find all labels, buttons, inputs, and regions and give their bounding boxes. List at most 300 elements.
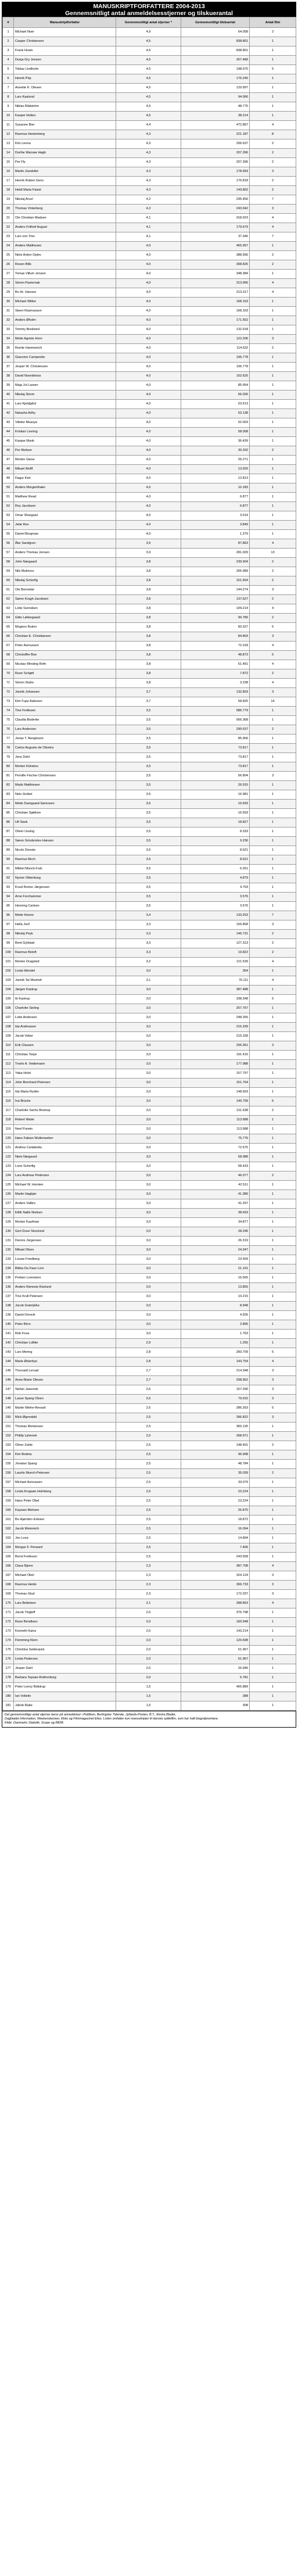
cell-rank: 61 — [3, 586, 14, 595]
cell-avg-audience: 12.813 — [181, 474, 250, 483]
cell-writer: Kristian Levring — [14, 428, 116, 437]
cell-writer: Marie Østerbye — [14, 1357, 116, 1367]
cell-rank: 20 — [3, 205, 14, 214]
table-row — [3, 735, 296, 744]
cell-rank: 39 — [3, 381, 14, 390]
cell-rank: 66 — [3, 632, 14, 642]
cell-writer: Lars Andreas Pedersen — [14, 1171, 116, 1181]
cell-avg-audience: 10.183 — [181, 483, 250, 493]
cell-rank: 158 — [3, 1488, 14, 1497]
cell-avg-stars: 4,3 — [116, 177, 181, 186]
cell-avg-stars: 4,0 — [116, 390, 181, 400]
cell-avg-stars: 3,8 — [116, 623, 181, 632]
cell-avg-stars: 1,5 — [116, 1701, 181, 1711]
cell-writer: John Nørgaard — [14, 558, 116, 567]
cell-film-count: 1 — [250, 102, 296, 112]
cell-avg-audience: 313.966 — [181, 279, 250, 288]
cell-writer: Kim Leona — [14, 139, 116, 149]
cell-rank: 49 — [3, 474, 14, 483]
cell-writer: Bibba Da Faun Levi — [14, 1264, 116, 1274]
cell-film-count: 1 — [250, 409, 296, 418]
cell-avg-stars: 3,5 — [116, 707, 181, 716]
cell-avg-stars: 3,8 — [116, 576, 181, 586]
table-row — [3, 456, 296, 465]
cell-rank: 54 — [3, 521, 14, 530]
cell-writer: Peter Lenny Bidstrup — [14, 1683, 116, 1692]
table-row — [3, 465, 296, 474]
cell-avg-stars: 2,5 — [116, 1506, 181, 1515]
cell-film-count: 1 — [250, 325, 296, 335]
cell-avg-audience: 6.877 — [181, 502, 250, 511]
cell-avg-stars: 2,7 — [116, 1367, 181, 1376]
cell-film-count: 1 — [250, 735, 296, 744]
table-row — [3, 251, 296, 260]
cell-film-count: 1 — [250, 1618, 296, 1627]
cell-avg-audience: 295.456 — [181, 195, 250, 205]
cell-writer: Jannik Johansen — [14, 688, 116, 697]
cell-film-count: 1 — [250, 1553, 296, 1562]
cell-writer: Rumle Hammerich — [14, 344, 116, 353]
cell-avg-stars: 3,0 — [116, 1171, 181, 1181]
cell-avg-stars: 2,0 — [116, 1674, 181, 1683]
cell-film-count: 1 — [250, 1543, 296, 1553]
cell-rank: 144 — [3, 1357, 14, 1367]
table-row — [3, 1450, 296, 1460]
cell-film-count: 4 — [250, 539, 296, 549]
cell-rank: 157 — [3, 1478, 14, 1488]
cell-avg-audience: 387.708 — [181, 1562, 250, 1571]
table-row — [3, 586, 296, 595]
table-row — [3, 1311, 296, 1320]
table-row — [3, 772, 296, 781]
cell-film-count: 1 — [250, 1497, 296, 1506]
cell-writer: Linda Wendel — [14, 967, 116, 976]
cell-avg-audience: 207.396 — [181, 149, 250, 158]
cell-avg-stars: 4,0 — [116, 325, 181, 335]
cell-rank: 113 — [3, 1069, 14, 1079]
cell-writer: Morten Kirkskov — [14, 762, 116, 772]
cell-film-count: 2 — [250, 725, 296, 735]
cell-avg-audience: 3.849 — [181, 521, 250, 530]
cell-film-count: 1 — [250, 1627, 296, 1636]
cell-avg-stars: 4,0 — [116, 251, 181, 260]
cell-avg-stars: 3,4 — [116, 911, 181, 920]
cell-rank: 47 — [3, 456, 14, 465]
cell-avg-stars: 4,0 — [116, 409, 181, 418]
cell-writer: Henning Carlsen — [14, 902, 116, 911]
cell-writer: Lars Kjeldgård — [14, 400, 116, 409]
cell-film-count: 1 — [250, 1134, 296, 1144]
table-row — [3, 846, 296, 855]
table-row — [3, 121, 296, 130]
cell-writer: Ian Voltelin — [14, 1692, 116, 1701]
cell-avg-stars: 3,5 — [116, 716, 181, 725]
cell-rank: 3 — [3, 46, 14, 56]
cell-avg-stars: 2,5 — [116, 1525, 181, 1534]
cell-writer: Mikael Wulff — [14, 465, 116, 474]
cell-avg-audience: 16.593 — [181, 809, 250, 818]
cell-rank: 95 — [3, 902, 14, 911]
table-row — [3, 688, 296, 697]
table-row — [3, 1237, 296, 1246]
cell-writer: Mette Heeno — [14, 911, 116, 920]
cell-avg-audience: 52.003 — [181, 418, 250, 428]
cell-writer: Michael Noer — [14, 28, 116, 37]
cell-avg-audience: 90.780 — [181, 614, 250, 623]
cell-film-count: 4 — [250, 976, 296, 986]
cell-film-count: 1 — [250, 800, 296, 809]
cell-film-count: 2 — [250, 939, 296, 948]
cell-rank: 32 — [3, 316, 14, 325]
cell-avg-audience: 30.332 — [181, 446, 250, 456]
table-row — [3, 177, 296, 186]
cell-rank: 64 — [3, 614, 14, 623]
cell-film-count: 2 — [250, 930, 296, 939]
cell-avg-audience: 106.778 — [181, 363, 250, 372]
cell-avg-stars: 3,0 — [116, 1209, 181, 1218]
table-row — [3, 986, 296, 995]
cell-avg-audience: 53.513 — [181, 400, 250, 409]
cell-writer: Søren Kragh-Jacobsen — [14, 595, 116, 604]
cell-rank: 56 — [3, 539, 14, 549]
cell-avg-stars: 2,5 — [116, 1469, 181, 1478]
cell-avg-audience: 206.637 — [181, 139, 250, 149]
cell-writer: Robert Wade — [14, 1116, 116, 1125]
cell-film-count: 1 — [250, 270, 296, 279]
table-row — [3, 1181, 296, 1190]
cell-avg-audience: 4.879 — [181, 874, 250, 883]
cell-rank: 170 — [3, 1599, 14, 1608]
cell-avg-stars: 1,5 — [116, 1683, 181, 1692]
cell-avg-audience: 143.754 — [181, 1357, 250, 1367]
cell-film-count: 1 — [250, 1515, 296, 1525]
cell-writer: Rune Schjøtt — [14, 669, 116, 679]
cell-writer: Phillip Lyhenek — [14, 1432, 116, 1441]
cell-film-count: 2 — [250, 186, 296, 195]
cell-avg-audience: 1.379 — [181, 530, 250, 539]
cell-film-count: 3 — [250, 1041, 296, 1051]
cell-avg-stars: 3,0 — [116, 1320, 181, 1330]
cell-film-count: 1 — [250, 1013, 296, 1023]
cell-avg-stars: 3,7 — [116, 697, 181, 707]
cell-avg-audience: 127.313 — [181, 939, 250, 948]
cell-avg-stars: 4,0 — [116, 372, 181, 381]
cell-rank: 58 — [3, 558, 14, 567]
cell-film-count: 3 — [250, 1590, 296, 1599]
cell-avg-stars: 4,0 — [116, 483, 181, 493]
cell-writer: Daniel Borgman — [14, 530, 116, 539]
cell-rank: 155 — [3, 1460, 14, 1469]
table-row — [3, 288, 296, 298]
cell-film-count: 1 — [250, 902, 296, 911]
cell-writer: Bent Gyllstad — [14, 939, 116, 948]
cell-rank: 13 — [3, 139, 14, 149]
cell-avg-audience: 53.138 — [181, 409, 250, 418]
cell-avg-stars: 2,0 — [116, 1608, 181, 1618]
cell-rank: 53 — [3, 511, 14, 521]
cell-avg-stars: 3,5 — [116, 790, 181, 800]
cell-avg-audience: 207.396 — [181, 158, 250, 167]
cell-avg-stars: 3,0 — [116, 1004, 181, 1013]
cell-avg-stars: 3,0 — [116, 1218, 181, 1227]
cell-avg-stars: 3,0 — [116, 1181, 181, 1190]
cell-rank: 12 — [3, 130, 14, 139]
cell-rank: 112 — [3, 1060, 14, 1069]
cell-film-count: 3 — [250, 167, 296, 177]
cell-writer: Jacob Weinreich — [14, 1525, 116, 1534]
cell-writer: Lars Bettelsen — [14, 1599, 116, 1608]
cell-avg-stars: 3,1 — [116, 976, 181, 986]
table-row — [3, 1292, 296, 1302]
column-header-avg-stars: Gennemsnitligt antal stjerner * — [116, 17, 181, 28]
table-row — [3, 270, 296, 279]
cell-rank: 161 — [3, 1515, 14, 1525]
cell-avg-audience: 16.593 — [181, 800, 250, 809]
cell-writer: Daniel Dencik — [14, 1311, 116, 1320]
cell-film-count: 2 — [250, 614, 296, 623]
cell-avg-stars: 3,8 — [116, 642, 181, 651]
cell-avg-stars: 3,0 — [116, 995, 181, 1004]
cell-rank: 55 — [3, 530, 14, 539]
cell-writer: Simon Pasternak — [14, 279, 116, 288]
cell-film-count: 4 — [250, 1562, 296, 1571]
cell-film-count: 1 — [250, 967, 296, 976]
cell-avg-audience: 132.803 — [181, 688, 250, 697]
cell-film-count: 4 — [250, 958, 296, 967]
table-row — [3, 1302, 296, 1311]
table-row — [3, 1283, 296, 1292]
cell-avg-audience: 360.135 — [181, 1423, 250, 1432]
cell-film-count: 1 — [250, 521, 296, 530]
cell-rank: 69 — [3, 660, 14, 669]
cell-rank: 50 — [3, 483, 14, 493]
cell-film-count: 1 — [250, 530, 296, 539]
cell-avg-stars: 3,9 — [116, 539, 181, 549]
table-row — [3, 1023, 296, 1032]
table-row — [3, 604, 296, 614]
cell-film-count: 1 — [250, 1664, 296, 1674]
cell-writer: Susanne Bier — [14, 121, 116, 130]
table-row — [3, 483, 296, 493]
cell-rank: 84 — [3, 800, 14, 809]
cell-rank: 127 — [3, 1199, 14, 1209]
cell-film-count: 1 — [250, 827, 296, 837]
cell-rank: 119 — [3, 1125, 14, 1134]
cell-avg-audience: 46.077 — [181, 1171, 250, 1181]
cell-avg-audience: 472.897 — [181, 121, 250, 130]
cell-writer: Bo Hr. Hansen — [14, 288, 116, 298]
cell-writer: Troels A. Veidemann — [14, 1060, 116, 1069]
table-row — [3, 883, 296, 893]
cell-avg-audience: 306.733 — [181, 1581, 250, 1590]
cell-avg-stars: 3,8 — [116, 567, 181, 576]
cell-avg-audience: 56.026 — [181, 390, 250, 400]
cell-writer: Kaspar Munk — [14, 437, 116, 446]
cell-avg-audience: 106.778 — [181, 353, 250, 363]
cell-avg-stars: 4,0 — [116, 381, 181, 390]
cell-avg-audience: 48.784 — [181, 1460, 250, 1469]
cell-writer: Anders Valbro — [14, 1199, 116, 1209]
cell-writer: Kenneth Kainz — [14, 1627, 116, 1636]
cell-avg-audience: 102.625 — [181, 372, 250, 381]
cell-avg-audience: 79.915 — [181, 1395, 250, 1404]
cell-avg-audience: 465.889 — [181, 1683, 250, 1692]
cell-avg-audience: 3.576 — [181, 893, 250, 902]
cell-writer: Nels Grübel — [14, 790, 116, 800]
cell-avg-stars: 2,6 — [116, 1395, 181, 1404]
table-row — [3, 167, 296, 177]
cell-avg-audience: 42.511 — [181, 1181, 250, 1190]
cell-film-count: 1 — [250, 1646, 296, 1655]
cell-film-count: 1 — [250, 865, 296, 874]
cell-avg-stars: 3,5 — [116, 809, 181, 818]
cell-writer: Casper Christensen — [14, 37, 116, 46]
cell-avg-stars: 4,2 — [116, 195, 181, 205]
cell-film-count: 5 — [250, 651, 296, 660]
cell-avg-stars: 2,0 — [116, 1646, 181, 1655]
cell-writer: Dagur Kári — [14, 474, 116, 483]
cell-avg-audience: 23.509 — [181, 1255, 250, 1264]
cell-writer: Arne Forchammer — [14, 893, 116, 902]
cell-film-count: 1 — [250, 493, 296, 502]
table-row — [3, 46, 296, 56]
table-row — [3, 37, 296, 46]
cell-rank: 73 — [3, 697, 14, 707]
table-row — [3, 837, 296, 846]
table-row — [3, 762, 296, 772]
cell-film-count: 1 — [250, 1125, 296, 1134]
cell-film-count: 1 — [250, 1079, 296, 1088]
cell-writer: Mette Agnete Horn — [14, 335, 116, 344]
cell-avg-audience: 283.709 — [181, 1348, 250, 1357]
cell-rank: 87 — [3, 827, 14, 837]
cell-rank: 98 — [3, 930, 14, 939]
cell-avg-stars: 3,5 — [116, 893, 181, 902]
cell-film-count: 3 — [250, 1395, 296, 1404]
cell-avg-stars: 2,5 — [116, 1543, 181, 1553]
cell-avg-stars: 4,0 — [116, 493, 181, 502]
report-title-line2: Gennemsnitligt antal anmeldelsesstjerner og tilskuerantal — [65, 10, 233, 17]
cell-writer: Mikael Olsen — [14, 1246, 116, 1255]
cell-rank: 81 — [3, 772, 14, 781]
cell-avg-stars: 4,0 — [116, 344, 181, 353]
cell-film-count: 1 — [250, 855, 296, 865]
cell-writer: Ib Kastrup — [14, 995, 116, 1004]
cell-film-count: 2 — [250, 558, 296, 567]
cell-avg-stars: 2,0 — [116, 1636, 181, 1646]
cell-avg-stars: 4,0 — [116, 242, 181, 251]
cell-avg-audience: 143.214 — [181, 1627, 250, 1636]
cell-avg-stars: 3,0 — [116, 1237, 181, 1246]
cell-avg-audience: 3.238 — [181, 679, 250, 688]
cell-avg-stars: 4,4 — [116, 121, 181, 130]
cell-avg-stars: 3,5 — [116, 855, 181, 865]
cell-rank: 16 — [3, 167, 14, 177]
table-row — [3, 195, 296, 205]
cell-avg-audience: 73.817 — [181, 762, 250, 772]
cell-film-count: 1 — [250, 353, 296, 363]
table-row — [3, 781, 296, 790]
cell-avg-stars: 4,3 — [116, 186, 181, 195]
table-row — [3, 558, 296, 567]
cell-avg-audience: 75.776 — [181, 1134, 250, 1144]
cell-avg-audience: 16.094 — [181, 1525, 250, 1534]
cell-avg-stars: 4,0 — [116, 288, 181, 298]
cell-rank: 1 — [3, 28, 14, 37]
cell-avg-audience: 268.971 — [181, 1432, 250, 1441]
table-row — [3, 530, 296, 539]
cell-film-count: 1 — [250, 893, 296, 902]
cell-rank: 102 — [3, 967, 14, 976]
cell-rank: 108 — [3, 1023, 14, 1032]
cell-rank: 120 — [3, 1134, 14, 1144]
cell-avg-stars: 3,0 — [116, 1255, 181, 1264]
cell-film-count: 1 — [250, 1060, 296, 1069]
table-row — [3, 1376, 296, 1385]
cell-avg-stars: 4,1 — [116, 214, 181, 223]
footnote — [2, 1711, 296, 1727]
cell-film-count: 4 — [250, 642, 296, 651]
cell-film-count: 6 — [250, 1348, 296, 1357]
cell-film-count: 4 — [250, 660, 296, 669]
cell-avg-audience: 18.827 — [181, 818, 250, 827]
cell-avg-audience: 120.698 — [181, 1636, 250, 1646]
cell-avg-audience: 21.191 — [181, 1264, 250, 1274]
cell-writer: Morgan F. Perward — [14, 1543, 116, 1553]
cell-avg-audience: 36.439 — [181, 437, 250, 446]
cell-writer: Mette Damgaard-Sørensen — [14, 800, 116, 809]
cell-avg-audience: 148.401 — [181, 1441, 250, 1450]
cell-avg-audience: 113.688 — [181, 1116, 250, 1125]
cell-avg-audience: 214.348 — [181, 1367, 250, 1376]
cell-writer: Michael W. Horsten — [14, 1181, 116, 1190]
cell-avg-stars: 3,5 — [116, 818, 181, 827]
table-header-row — [3, 17, 296, 28]
cell-writer: Per Nielsen — [14, 446, 116, 456]
cell-rank: 51 — [3, 493, 14, 502]
cell-avg-audience: 348.384 — [181, 270, 250, 279]
cell-avg-audience: 239.904 — [181, 558, 250, 567]
cell-avg-audience: 208.952 — [181, 1376, 250, 1385]
cell-film-count: 2 — [250, 149, 296, 158]
table-row — [3, 967, 296, 976]
cell-film-count: 1 — [250, 307, 296, 316]
cell-writer: Mick Øgendahl — [14, 1413, 116, 1423]
cell-avg-stars: 3,2 — [116, 958, 181, 967]
cell-rank: 41 — [3, 400, 14, 409]
cell-writer: Tine Krull Petersen — [14, 1292, 116, 1302]
cell-writer: Christian Sjøblom — [14, 809, 116, 818]
cell-film-count: 2 — [250, 139, 296, 149]
cell-film-count: 1 — [250, 1144, 296, 1153]
cell-film-count: 1 — [250, 874, 296, 883]
cell-avg-stars: 3,0 — [116, 986, 181, 995]
cell-film-count: 1 — [250, 753, 296, 762]
cell-rank: 165 — [3, 1553, 14, 1562]
table-row — [3, 1255, 296, 1264]
table-row — [3, 1041, 296, 1051]
cell-avg-audience: 85.956 — [181, 735, 250, 744]
table-row — [3, 614, 296, 623]
table-row — [3, 1683, 296, 1692]
cell-avg-stars: 3,8 — [116, 632, 181, 642]
cell-film-count: 1 — [250, 1450, 296, 1460]
cell-rank: 128 — [3, 1209, 14, 1218]
table-row — [3, 372, 296, 381]
cell-rank: 37 — [3, 363, 14, 372]
cell-film-count: 1 — [250, 502, 296, 511]
table-row — [3, 363, 296, 372]
